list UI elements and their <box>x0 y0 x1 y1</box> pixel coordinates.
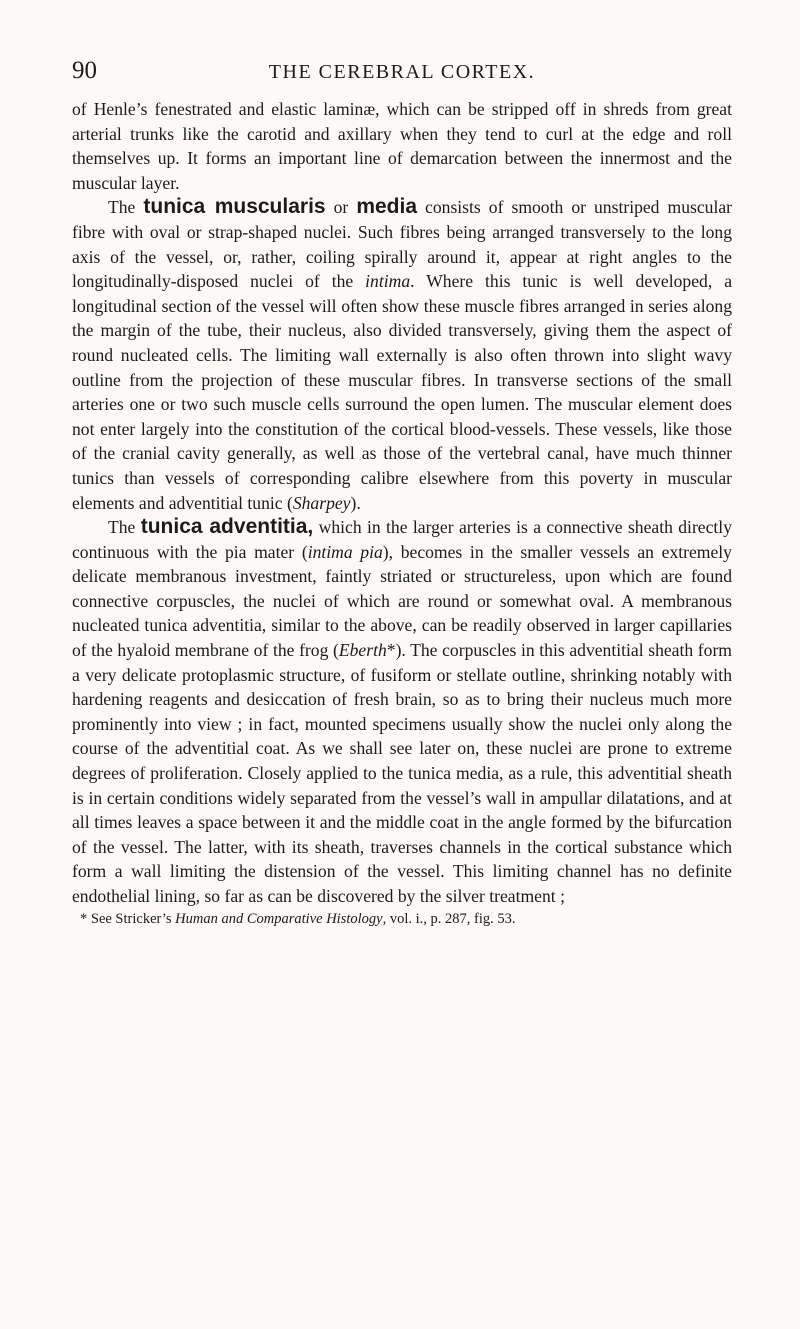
text-run: ). <box>350 492 361 513</box>
footnote <box>72 910 732 928</box>
text-run: consists of smooth or unstriped muscular fibre with oval or strap-shaped nuclei. Such fibres being arranged transversely to the long axis of the vessel, or, rather, coiling spirally around it, appear at right angles to the longitudinally-disposed nuclei of the <box>72 197 733 292</box>
paragraph-tunica-adventitia <box>72 515 732 909</box>
text-run: or <box>325 197 357 218</box>
term-media: media <box>356 195 418 219</box>
paragraph-text: of Henle’s fenestrated and elastic laminæ, which can be stripped off in shreds from great arterial trunks like the carotid and axillary when they tend to curl at the edge and roll themselves up. It forms an important line of demarcation between the innermost and the muscular layer. <box>72 99 732 193</box>
term-tunica-muscularis: tunica muscularis <box>143 195 326 219</box>
page-number: 90 <box>72 57 97 84</box>
italic-intima-pia: intima pia <box>307 541 383 562</box>
footnote-text: , vol. i., p. 287, fig. 53. <box>382 910 516 927</box>
paragraph-henle <box>72 97 732 195</box>
text-run: . Where this tunic is well developed, a longitudinal section of the vessel will often show these muscle fibres arranged in series along the margin of the tube, their nucleus, also divided transversely, giving them the aspect of round nucleated cells. The limiting wall externally is also often thrown into slight wavy outline from the projection of these muscular fibres. In transverse sections of the small arteries one or two such muscle cells surround the open lumen. The muscular element does not enter largely into the constitution of the cortical blood-vessels. These vessels, like those of the cranial cavity generally, as well as those of the vertebral canal, have much thinner tunics than vessels of corresponding calibre elsewhere from this poverty in muscular elements and adventitial tunic ( <box>72 271 732 513</box>
paragraph-tunica-muscularis <box>72 195 732 515</box>
text-run: *). The corpuscles in this adventitial sheath form a very delicate protoplasmic structure, of fusiform or stellate outline, shrinking notably with hardening reagents and desiccation of fresh brain, so as to bring their nucleus much more prominently into view ; in fact, mounted specimens usually show the nuclei only along the course of the adventitial coat. As we shall see later on, these nuclei are prone to extreme degrees of proliferation. Closely applied to the tunica media, as a rule, this adventitial sheath is in certain conditions widely separated from the vessel’s wall in ampullar dilatations, and at all times leaves a space between it and the middle coat in the angle formed by the bifurcation of the vessel. The latter, with its sheath, traverses channels in the cortical substance which form a wall limiting the distension of the vessel. This limiting channel has no definite endothelial lining, so far as can be discovered by the silver treatment ; <box>72 640 732 906</box>
italic-sharpey: Sharpey <box>292 492 351 513</box>
footnote-text: * See Stricker’s <box>80 910 176 927</box>
italic-eberth: Eberth <box>338 640 387 661</box>
page-header <box>72 56 732 86</box>
term-tunica-adventitia: tunica adventitia, <box>140 515 314 539</box>
text-run: The <box>108 197 144 218</box>
footnote-book-title: Human and Comparative Histology <box>175 910 383 927</box>
text-run: The <box>108 517 141 538</box>
body-text <box>72 97 732 928</box>
running-head: THE CEREBRAL CORTEX. <box>268 61 536 83</box>
text-run: ), becomes in the smaller vessels an extremely delicate membranous investment, faintly striated or structureless, upon which are found connective corpuscles, the nuclei of which are round or somewhat oval. A membranous nucleated tunica adventitia, similar to the above, can be readily observed in larger capillaries of the hyaloid membrane of the frog ( <box>72 541 732 661</box>
italic-intima: intima <box>365 271 411 292</box>
text-run: which in the larger arteries is a connective sheath directly continuous with the pia mater ( <box>72 517 732 562</box>
